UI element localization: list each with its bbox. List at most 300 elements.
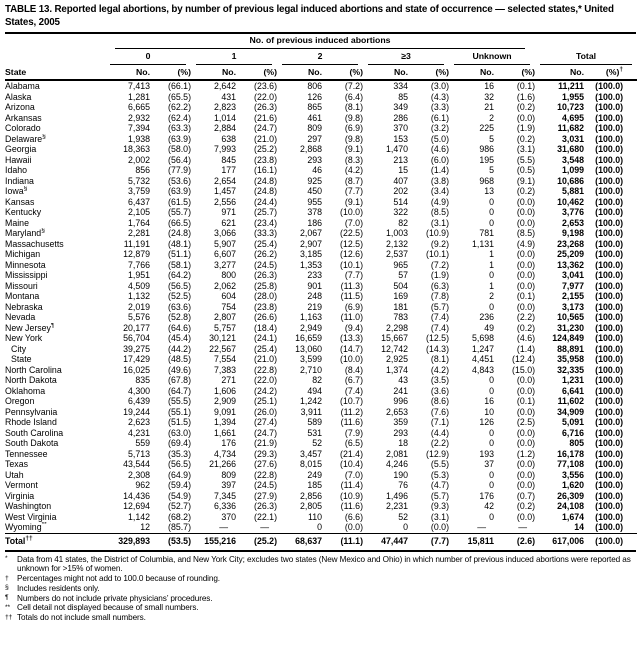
value-cell: (62.2) (168, 102, 191, 112)
value-cell: (45.4) (168, 333, 191, 343)
value-cell: 2,308 (127, 469, 150, 480)
state-cell: New York (5, 333, 43, 343)
value-cell: (100.0) (595, 217, 624, 228)
value-cell: (25.4) (254, 343, 277, 354)
value-cell: 809 (307, 123, 322, 133)
value-cell: 2,067 (299, 228, 322, 238)
value-cell: (0.0) (516, 438, 536, 448)
pct-label: (%) (605, 67, 620, 77)
value-cell: (5.7) (430, 490, 449, 501)
value-cell: (48.5) (168, 354, 191, 364)
value-cell: 1,242 (299, 396, 322, 406)
value-cell: 996 (393, 396, 408, 406)
value-cell: (11.4) (340, 480, 363, 490)
state-cell: North Carolina (5, 364, 62, 375)
value-cell: 6,336 (213, 501, 236, 511)
state-cell: North Dakota (5, 375, 57, 385)
value-cell: 126 (307, 91, 322, 102)
value-cell: 225 (479, 123, 494, 133)
value-cell: 6,716 (562, 427, 585, 438)
value-cell: 35,958 (557, 354, 585, 364)
value-cell: 2,653 (562, 217, 585, 228)
value-cell: (0.2) (516, 186, 536, 196)
footnote (5, 555, 636, 575)
value-cell: 0 (489, 480, 494, 490)
value-cell: (4.2) (430, 364, 449, 375)
value-cell: (49.6) (168, 364, 191, 375)
state-cell: Kentucky (5, 207, 42, 217)
value-cell: 962 (135, 480, 150, 490)
value-cell: 7,766 (127, 259, 150, 270)
footnote-text: Totals do not include small numbers. (17, 613, 146, 623)
value-cell: 76 (398, 480, 408, 490)
value-cell: (56.4) (168, 154, 191, 165)
group-header-row (5, 49, 637, 65)
value-cell: 604 (221, 291, 236, 301)
no-column-header: No. (363, 65, 408, 80)
group-header-1 (191, 49, 277, 65)
value-cell: (3.4) (430, 186, 449, 196)
value-cell: (9.2) (430, 238, 449, 249)
value-cell: (6.7) (344, 375, 363, 385)
value-cell: 638 (221, 133, 236, 144)
value-cell: (67.8) (168, 375, 191, 385)
value-cell: 4,843 (471, 364, 494, 375)
value-cell: (23.6) (254, 81, 277, 91)
value-cell: (21.9) (254, 438, 277, 448)
value-cell: (0.7) (516, 490, 536, 501)
value-cell: (27.4) (254, 417, 277, 427)
value-cell: (100.0) (595, 459, 624, 469)
value-cell: 450 (307, 186, 322, 196)
title-rule (5, 32, 636, 34)
value-cell: (0.2) (516, 501, 536, 511)
value-cell: (8.7) (344, 175, 363, 186)
value-cell: 4,695 (562, 112, 585, 123)
state-cell: Arizona (5, 102, 35, 112)
value-cell: 8,015 (299, 459, 322, 469)
value-cell: (26.3) (254, 501, 277, 511)
value-cell: 322 (393, 207, 408, 217)
value-cell: 16 (484, 396, 494, 406)
table-row (5, 312, 637, 323)
value-cell: (7.2) (430, 259, 449, 270)
footnote-text: Includes residents only. (17, 583, 100, 593)
value-cell: (11.1) (322, 533, 363, 550)
value-cell: 31,230 (557, 322, 585, 333)
value-cell: 0 (489, 511, 494, 522)
table-row (5, 333, 637, 344)
state-cell: Oregon (5, 396, 35, 406)
state-cell: Alabama (5, 81, 40, 91)
value-cell: (100.0) (595, 228, 624, 238)
value-cell: (0.0) (516, 469, 536, 480)
value-cell: (4.2) (344, 165, 363, 175)
value-cell: (7.0) (344, 469, 363, 480)
table-row (5, 270, 637, 281)
value-cell: 21 (484, 102, 494, 112)
footnote-marker: ¶ (50, 322, 55, 329)
value-cell: (100.0) (595, 249, 624, 259)
pct-column-header-total (584, 65, 637, 80)
value-cell: (56.5) (168, 280, 191, 291)
value-cell: (3.0) (430, 81, 449, 91)
no-column-header: No. (449, 65, 494, 80)
table-row (5, 407, 637, 418)
value-cell: (5.3) (430, 469, 449, 480)
value-cell: (4.6) (516, 333, 536, 343)
value-cell: (0.0) (516, 480, 536, 490)
state-cell: Mississippi (5, 270, 48, 280)
value-cell: (3.3) (430, 102, 449, 112)
state-cell: Arkansas (5, 112, 42, 123)
value-cell: 0 (489, 469, 494, 480)
value-cell: 6,665 (127, 102, 150, 112)
value-cell: 12,879 (123, 249, 150, 259)
value-cell: (11.3) (340, 280, 363, 291)
value-cell: (100.0) (595, 385, 624, 396)
state-cell: Oklahoma (5, 385, 46, 396)
value-cell: 85 (398, 91, 408, 102)
table-row (5, 249, 637, 260)
value-cell: 124,849 (552, 333, 585, 343)
footnote-text: Numbers do not include private physicians’ procedures. (17, 593, 213, 603)
value-cell: (58.0) (168, 144, 191, 154)
value-cell: (55.1) (168, 406, 191, 417)
value-cell: (6.3) (430, 280, 449, 291)
value-cell: (3.6) (430, 385, 449, 396)
table-row (5, 491, 637, 502)
value-cell: 15,667 (381, 333, 408, 343)
spacer-cell (5, 49, 105, 65)
value-cell: (14.3) (426, 343, 449, 354)
value-cell: 195 (479, 154, 494, 165)
value-cell: (12.9) (426, 448, 449, 459)
footnote-marker: * (5, 555, 8, 562)
value-cell: (25.4) (254, 238, 277, 249)
table-row (5, 386, 637, 397)
value-cell: 1,131 (471, 238, 494, 249)
value-cell: 370 (221, 511, 236, 522)
value-cell: (25.1) (254, 396, 277, 406)
value-cell: (0.0) (516, 112, 536, 123)
span-header-cell (105, 35, 535, 49)
value-cell: 56,704 (123, 333, 150, 343)
value-cell: (100.0) (595, 511, 624, 522)
value-cell: (54.9) (168, 490, 191, 501)
state-cell: Minnesota (5, 259, 46, 270)
value-cell: 5,713 (127, 448, 150, 459)
value-cell: (51.5) (168, 417, 191, 427)
value-cell: (100.0) (595, 207, 624, 217)
value-cell: 12,742 (381, 343, 408, 354)
value-cell: (63.3) (168, 123, 191, 133)
value-cell: 901 (307, 280, 322, 291)
state-cell: Kansas (5, 196, 35, 207)
value-cell: (26.6) (254, 312, 277, 322)
table-bottom-rule (5, 550, 636, 552)
value-cell: (64.7) (168, 385, 191, 396)
value-cell: 1,281 (127, 91, 150, 102)
table-row (5, 197, 637, 208)
group-header-3plus (363, 49, 449, 65)
value-cell: (0.0) (516, 459, 536, 469)
value-cell: (100.0) (595, 154, 624, 165)
state-cell: Washington (5, 501, 52, 511)
value-cell: 2,155 (562, 291, 585, 301)
footnote-marker: § (23, 186, 28, 193)
value-cell: (9.1) (516, 175, 536, 186)
value-cell: 4,300 (127, 385, 150, 396)
group-label: 2 (282, 49, 358, 65)
footnote (5, 603, 636, 613)
value-cell: 806 (307, 81, 322, 91)
value-cell: 176 (221, 438, 236, 448)
value-cell: (68.2) (168, 511, 191, 522)
table-row (5, 92, 637, 103)
value-cell: (28.0) (254, 291, 277, 301)
value-cell: — (260, 522, 269, 532)
value-cell: 176 (479, 490, 494, 501)
state-cell: Tennessee (5, 448, 48, 459)
value-cell: (4.7) (430, 480, 449, 490)
state-cell: Pennsylvania (5, 406, 58, 417)
table-row (5, 354, 637, 365)
value-cell: (11.5) (340, 291, 363, 301)
value-cell: (35.3) (168, 448, 191, 459)
value-cell: 2,298 (385, 322, 408, 333)
value-cell: 1,142 (127, 511, 150, 522)
footnote-text: Data from 41 states, the District of Columbia, and New York City; excludes two states (New Mexico and Ohio) in which number of previous induced abortions were reported as unknown for >15% of women. (17, 554, 631, 574)
value-cell: 965 (393, 259, 408, 270)
value-cell: (0.0) (516, 196, 536, 207)
value-cell: (7.0) (344, 217, 363, 228)
value-cell: 43 (398, 375, 408, 385)
value-cell: 110 (307, 511, 322, 522)
value-cell: 190 (393, 469, 408, 480)
value-cell: (10.1) (340, 259, 363, 270)
value-cell: 334 (393, 81, 408, 91)
value-cell: 2,884 (213, 123, 236, 133)
value-cell: 2 (489, 112, 494, 123)
value-cell: 10,686 (557, 175, 585, 186)
value-cell: 82 (312, 375, 322, 385)
value-cell: 349 (393, 102, 408, 112)
value-cell: (2.2) (430, 438, 449, 448)
value-cell: (0.2) (516, 102, 536, 112)
value-cell: 233 (307, 270, 322, 280)
table-row (5, 176, 637, 187)
value-cell: (63.9) (168, 186, 191, 196)
value-cell: (7.4) (430, 312, 449, 322)
value-cell: (6.9) (344, 123, 363, 133)
value-cell: 9,091 (213, 406, 236, 417)
value-cell: (24.8) (254, 175, 277, 186)
value-cell: (24.7) (254, 427, 277, 438)
value-cell: 249 (307, 469, 322, 480)
value-cell: 22,567 (209, 343, 236, 354)
value-cell: (100.0) (595, 165, 624, 175)
value-cell: 3,556 (562, 469, 585, 480)
value-cell: (4.4) (430, 427, 449, 438)
group-header-2 (277, 49, 363, 65)
value-cell: 2,907 (299, 238, 322, 249)
value-cell: 531 (307, 427, 322, 438)
value-cell: (55.7) (168, 207, 191, 217)
value-cell: 1,661 (213, 427, 236, 438)
value-cell: 13,060 (295, 343, 322, 354)
value-cell: 3,599 (299, 354, 322, 364)
footnote-marker: § (41, 228, 45, 235)
value-cell: (100.0) (595, 301, 624, 312)
value-cell: 177 (221, 165, 236, 175)
value-cell: 10,462 (557, 196, 585, 207)
value-cell: 6,437 (127, 196, 150, 207)
pct-column-header: (%) (322, 65, 363, 80)
value-cell: 3,066 (213, 228, 236, 238)
group-header-unknown (449, 49, 535, 65)
no-column-header: No. (191, 65, 236, 80)
value-cell: 32,335 (557, 364, 585, 375)
value-cell: 155,216 (191, 533, 236, 550)
table-row (5, 239, 637, 250)
value-cell: (7.1) (430, 417, 449, 427)
value-cell: 370 (393, 123, 408, 133)
value-cell: (22.1) (254, 511, 277, 522)
value-cell: 809 (221, 469, 236, 480)
table-row (5, 302, 637, 313)
value-cell: (100.0) (595, 490, 624, 501)
value-cell: (2.2) (516, 312, 536, 322)
value-cell: 7,345 (213, 490, 236, 501)
value-cell: 24,108 (557, 501, 585, 511)
value-cell: 1,247 (471, 343, 494, 354)
table-row (5, 218, 637, 229)
value-cell: (10.0) (340, 207, 363, 217)
value-cell: (21.0) (254, 354, 277, 364)
value-cell: 2,002 (127, 154, 150, 165)
value-cell: (25.8) (254, 280, 277, 291)
table-row (5, 512, 637, 523)
group-label: Total (540, 49, 632, 65)
value-cell: (100.0) (595, 448, 624, 459)
value-cell: 1,132 (127, 291, 150, 301)
value-cell: (3.2) (430, 123, 449, 133)
value-cell: 2,231 (385, 501, 408, 511)
value-cell: 2,932 (127, 112, 150, 123)
value-cell: (22.0) (254, 375, 277, 385)
value-cell: (53.6) (168, 175, 191, 186)
value-cell: 6,439 (127, 396, 150, 406)
value-cell: (48.1) (168, 238, 191, 249)
value-cell: 2,654 (213, 175, 236, 186)
value-cell: (100.0) (595, 196, 624, 207)
value-cell: 185 (307, 480, 322, 490)
value-cell: 805 (569, 438, 585, 448)
value-cell: (64.6) (168, 322, 191, 333)
group-label: 0 (110, 49, 186, 65)
value-cell: (0.2) (516, 133, 536, 144)
value-cell: (77.9) (168, 165, 191, 175)
value-cell: (52.7) (168, 501, 191, 511)
table-row (5, 102, 637, 113)
table-row (5, 522, 637, 533)
value-cell: 17,429 (123, 354, 150, 364)
value-cell: (100.0) (595, 438, 624, 448)
value-cell: (63.6) (168, 301, 191, 312)
state-cell: Massachusetts (5, 238, 64, 249)
value-cell: (25.7) (254, 207, 277, 217)
state-cell: Iowa§ (5, 186, 28, 196)
value-cell: 1,353 (299, 259, 322, 270)
value-cell: 293 (307, 154, 322, 165)
value-cell: 2,807 (213, 312, 236, 322)
value-cell: (12.5) (340, 238, 363, 249)
value-cell: 621 (221, 217, 236, 228)
value-cell: 241 (393, 385, 408, 396)
value-cell: (63.9) (168, 133, 191, 144)
value-cell: 955 (307, 196, 322, 207)
state-cell: State (11, 354, 32, 364)
value-cell: (7.2) (344, 81, 363, 91)
footnote-marker: †† (5, 613, 13, 621)
value-cell: (27.6) (254, 459, 277, 469)
value-cell: (51.1) (168, 249, 191, 259)
value-cell: (100.0) (595, 396, 624, 406)
value-cell: 9,198 (562, 228, 585, 238)
value-cell: (6.5) (344, 438, 363, 448)
group-label: 1 (196, 49, 272, 65)
value-cell: 1,231 (562, 375, 585, 385)
value-cell: 1,764 (127, 217, 150, 228)
pct-column-header: (%) (150, 65, 191, 80)
state-cell: Alaska (5, 91, 32, 102)
value-cell: — (219, 522, 228, 532)
value-cell: 0 (489, 207, 494, 217)
value-cell: 781 (479, 228, 494, 238)
value-cell: 57 (398, 270, 408, 280)
value-cell: 504 (393, 280, 408, 291)
value-cell: 3,776 (562, 207, 585, 217)
value-cell: 7,383 (213, 364, 236, 375)
value-cell: (9.8) (344, 133, 363, 144)
value-cell: 2 (489, 291, 494, 301)
value-cell: (0.0) (516, 259, 536, 270)
value-cell: 0 (489, 301, 494, 312)
value-cell: (1.9) (430, 270, 449, 280)
value-cell: 10 (484, 406, 494, 417)
value-cell: 0 (489, 385, 494, 396)
value-cell: 14 (574, 522, 585, 532)
value-cell: (24.8) (168, 228, 191, 238)
footnote-marker: § (5, 584, 9, 592)
value-cell: 2,132 (385, 238, 408, 249)
footnote-marker: § (42, 133, 46, 140)
value-cell: 5 (489, 165, 494, 175)
value-cell: 0 (489, 375, 494, 385)
value-cell: (100.0) (595, 322, 624, 333)
footnote-marker: †† (25, 535, 33, 543)
value-cell: (8.1) (430, 354, 449, 364)
value-cell: 968 (479, 175, 494, 186)
value-cell: 3,548 (562, 154, 585, 165)
value-cell: (100.0) (595, 175, 624, 186)
table-row (5, 480, 637, 491)
value-cell: 20,177 (123, 322, 150, 333)
value-cell: 7,554 (213, 354, 236, 364)
value-cell: (0.0) (516, 375, 536, 385)
value-cell: (24.2) (254, 385, 277, 396)
